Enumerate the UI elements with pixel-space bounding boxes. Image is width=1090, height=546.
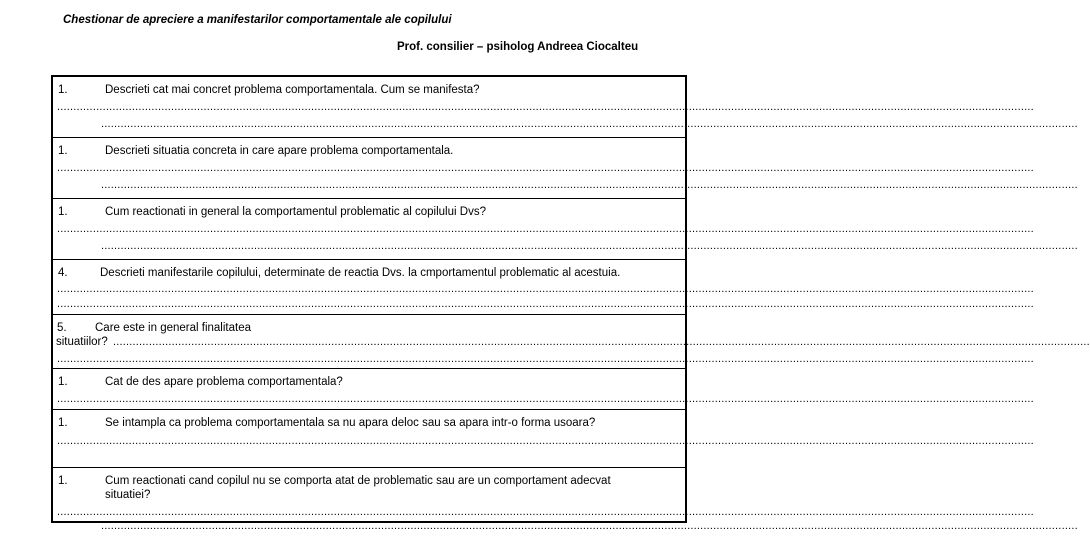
question-row <box>53 315 1090 369</box>
question-text: Cum reactionati cand copilul nu se comporta atat de problematic sau are un comportament adecvat <box>105 475 611 487</box>
question-number: 4. <box>58 267 68 279</box>
answer-line[interactable]: ............................................................................................................................................................................................................................................................................................................ <box>113 336 1090 348</box>
question-row <box>53 369 1034 410</box>
question-row <box>53 199 1078 260</box>
answer-line[interactable]: ............................................................................................................................................................................................................................................................................................................ <box>57 435 1034 447</box>
question-row <box>53 260 1034 315</box>
answer-line[interactable]: ............................................................................................................................................................................................................................................................................................................ <box>57 101 1034 113</box>
answer-line[interactable]: ............................................................................................................................................................................................................................................................................................................ <box>57 162 1034 174</box>
question-text: Cat de des apare problema comportamentala? <box>105 376 343 388</box>
question-text-continued: situatiei? <box>105 489 151 501</box>
question-text: Cum reactionati in general la comportamentul problematic al copilului Dvs? <box>105 206 486 218</box>
answer-line[interactable]: ............................................................................................................................................................................................................................................................................................................ <box>57 353 1034 365</box>
question-text: Descrieti cat mai concret problema comportamentala. Cum se manifesta? <box>105 84 480 96</box>
question-number: 1. <box>58 376 68 388</box>
question-text: Descrieti situatia concreta in care apare problema comportamentala. <box>105 145 454 157</box>
question-row <box>53 77 1078 138</box>
document-title: Chestionar de apreciere a manifestarilor comportamentale ale copilului <box>63 14 452 26</box>
answer-line[interactable]: ............................................................................................................................................................................................................................................................................................................ <box>57 298 1034 310</box>
question-number: 1. <box>58 475 68 487</box>
answer-line[interactable]: ............................................................................................................................................................................................................................................................................................................ <box>57 393 1034 405</box>
questionnaire-table <box>51 75 1090 532</box>
answer-line[interactable]: ............................................................................................................................................................................................................................................................................................................ <box>57 223 1034 235</box>
question-text-continued: situatiilor? <box>56 336 108 348</box>
question-number: 1. <box>58 145 68 157</box>
answer-line[interactable]: ............................................................................................................................................................................................................................................................................................................ <box>101 118 1078 130</box>
question-number: 1. <box>58 84 68 96</box>
question-text: Care este in general finalitatea <box>95 322 251 334</box>
question-text: Se intampla ca problema comportamentala sa nu apara deloc sau sa apara intr-o forma usoara? <box>105 417 596 429</box>
answer-line[interactable]: ............................................................................................................................................................................................................................................................................................................ <box>101 520 1078 532</box>
question-number: 5. <box>57 322 67 334</box>
question-row <box>53 410 1034 468</box>
answer-line[interactable]: ............................................................................................................................................................................................................................................................................................................ <box>57 283 1034 295</box>
answer-line[interactable]: ............................................................................................................................................................................................................................................................................................................ <box>57 506 1034 518</box>
question-number: 1. <box>58 206 68 218</box>
question-text: Descrieti manifestarile copilului, determinate de reactia Dvs. la cmportamentul problematic al acestuia. <box>100 267 621 279</box>
document-author: Prof. consilier – psiholog Andreea Ciocalteu <box>397 41 639 53</box>
question-number: 1. <box>58 417 68 429</box>
question-row <box>53 468 1078 532</box>
answer-line[interactable]: ............................................................................................................................................................................................................................................................................................................ <box>101 240 1078 252</box>
answer-line[interactable]: ............................................................................................................................................................................................................................................................................................................ <box>101 179 1078 191</box>
question-row <box>53 138 1078 199</box>
